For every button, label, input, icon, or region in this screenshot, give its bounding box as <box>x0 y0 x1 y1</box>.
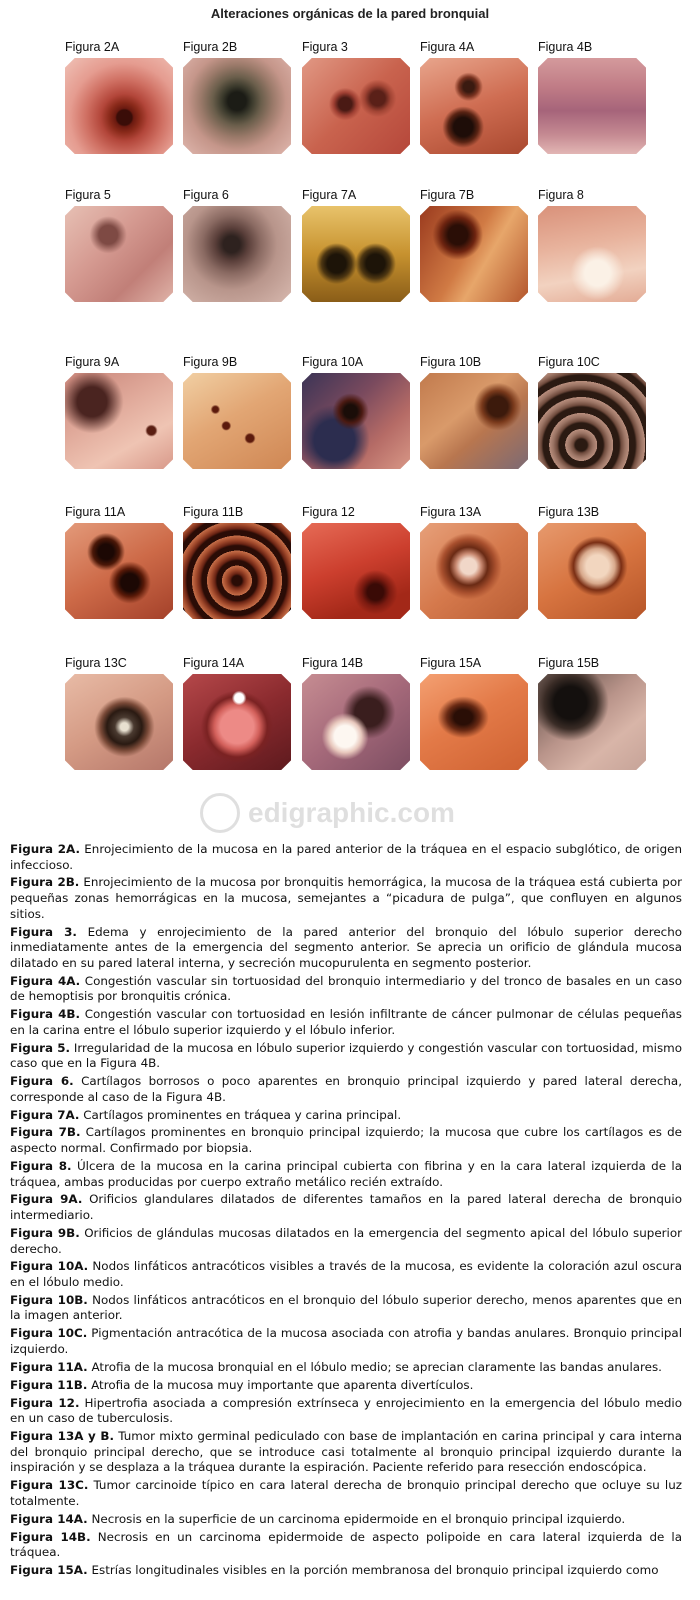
figure-label: Figura 14A <box>183 656 245 670</box>
endoscopy-image <box>302 58 410 154</box>
caption-label: Figura 4B. <box>10 1007 80 1022</box>
caption-label: Figura 12. <box>10 1395 80 1410</box>
figure-label: Figura 2A <box>65 40 120 54</box>
endoscopy-image <box>183 58 291 154</box>
caption-text: Orificios glandulares dilatados de diferentes tamaños en la pared lateral derecha de bronquio intermediario. <box>10 1192 683 1223</box>
caption-label: Figura 14B. <box>10 1529 91 1544</box>
endoscopy-image <box>183 206 291 302</box>
endoscopy-image <box>302 674 410 770</box>
figure-9b <box>183 353 295 469</box>
figure-2b <box>183 38 295 154</box>
caption-text: Congestión vascular con tortuosidad en lesión infiltrante de cáncer pulmonar de células pequeñas en la carina entre el lóbulo superior izquierdo y el lóbulo inferior. <box>10 1007 683 1037</box>
caption <box>10 1326 682 1357</box>
caption-label: Figura 7B. <box>10 1125 81 1140</box>
endoscopy-image <box>302 206 410 302</box>
caption-label: Figura 5. <box>10 1040 71 1055</box>
caption-label: Figura 13A y B. <box>10 1429 114 1444</box>
figure-label: Figura 4B <box>538 40 593 54</box>
figure-10c <box>538 353 650 469</box>
endoscopy-image <box>420 58 528 154</box>
caption <box>10 1007 682 1038</box>
caption-text: Pigmentación antracótica de la mucosa asociada con atrofia y bandas anulares. Bronquio principal izquierdo. <box>10 1326 683 1356</box>
caption-text: Tumor mixto germinal pediculado con base de implantación en carina principal y cara interna del bronquio principal derecho, que se introduce casi totalmente al bronquio principal izquierdo durante la inspiración y se desplaza a la tráquea durante la espiración. Paciente referido para resección endoscópica. <box>10 1429 682 1475</box>
caption-label: Figura 10C. <box>10 1326 88 1341</box>
figure-label: Figura 15B <box>538 656 600 670</box>
caption <box>10 1396 682 1427</box>
caption <box>10 875 682 922</box>
figure-label: Figura 6 <box>183 188 229 202</box>
figure-label: Figura 10A <box>302 355 364 369</box>
figure-9a <box>65 353 177 469</box>
figure-label: Figura 13B <box>538 505 600 519</box>
figure-label: Figura 12 <box>302 505 355 519</box>
caption <box>10 1159 682 1190</box>
caption <box>10 1378 682 1394</box>
figure-label: Figura 3 <box>302 40 348 54</box>
figure-label: Figura 8 <box>538 188 584 202</box>
endoscopy-image <box>65 206 173 302</box>
figure-6 <box>183 186 295 302</box>
figure-13c <box>65 654 177 770</box>
caption-label: Figura 3. <box>10 924 77 939</box>
figure-label: Figura 10B <box>420 355 482 369</box>
figure-10a <box>302 353 414 469</box>
page-title: Alteraciones orgánicas de la pared bronquial <box>210 6 490 21</box>
figure-2a <box>65 38 177 154</box>
caption-label: Figura 9B. <box>10 1225 80 1240</box>
caption <box>10 1293 682 1324</box>
caption-text: Necrosis en la superficie de un carcinoma epidermoide en el bronquio principal izquierdo. <box>91 1511 626 1526</box>
figure-14b <box>302 654 414 770</box>
caption-label: Figura 4A. <box>10 973 81 988</box>
caption <box>10 1074 682 1105</box>
figure-13a <box>420 503 532 619</box>
caption <box>10 1530 682 1561</box>
caption <box>10 1192 682 1223</box>
caption <box>10 1125 682 1156</box>
figure-12 <box>302 503 414 619</box>
endoscopy-image <box>538 206 646 302</box>
caption <box>10 842 682 873</box>
figure-label: Figura 7A <box>302 188 357 202</box>
endoscopy-image <box>302 523 410 619</box>
figure-15a <box>420 654 532 770</box>
endoscopy-image <box>538 373 646 469</box>
caption-text: Nodos linfáticos antracóticos visibles a través de la mucosa, es evidente la coloración azul oscura en el lóbulo medio. <box>10 1259 682 1289</box>
caption-text: Edema y enrojecimiento de la pared anterior del bronquio del lóbulo superior derecho inmediatamente antes de la emergencia del segmento anterior. Se aprecia un orificio de glándula mucosa dilatado en su pared lateral interna, y secreción mucopurulenta en segmento posterior. <box>10 924 682 970</box>
caption-label: Figura 11B. <box>10 1377 88 1392</box>
caption-label: Figura 14A. <box>10 1511 88 1526</box>
caption-label: Figura 7A. <box>10 1107 80 1122</box>
caption-text: Congestión vascular sin tortuosidad del bronquio intermediario y del tronco de basales en un caso de hemoptisis por bronquitis crónica. <box>10 973 682 1004</box>
figure-14a <box>183 654 295 770</box>
caption <box>10 1041 682 1072</box>
caption-label: Figura 2A. <box>10 842 80 856</box>
caption-text: Cartílagos prominentes en tráquea y carina principal. <box>83 1107 402 1122</box>
caption-text: Irregularidad de la mucosa en lóbulo superior izquierdo y congestión vascular con tortuosidad, mismo caso que en la Figura 4B. <box>10 1040 683 1071</box>
endoscopy-image <box>65 523 173 619</box>
figure-label: Figura 4A <box>420 40 475 54</box>
endoscopy-image <box>65 674 173 770</box>
caption-text: Enrojecimiento de la mucosa por bronquitis hemorrágica, la mucosa de la tráquea está cubierta por pequeñas zonas hemorrágicas en la mucosa, semejantes a “picadura de pulga”, que confluyen en algunos sitios. <box>10 875 682 921</box>
figure-7b <box>420 186 532 302</box>
watermark <box>200 793 500 833</box>
caption-text: Necrosis en un carcinoma epidermoide de aspecto polipoide en cara lateral izquierda de la tráquea. <box>10 1529 682 1560</box>
figure-13b <box>538 503 650 619</box>
figure-label: Figura 11B <box>183 505 244 519</box>
endoscopy-image <box>420 206 528 302</box>
caption <box>10 1259 682 1290</box>
figure-label: Figura 5 <box>65 188 111 202</box>
endoscopy-image <box>538 58 646 154</box>
caption-label: Figura 9A. <box>10 1192 83 1207</box>
figure-label: Figura 13A <box>420 505 482 519</box>
caption <box>10 1563 682 1579</box>
caption-text: Hipertrofia asociada a compresión extrínseca y enrojecimiento en la emergencia del lóbulo medio en un caso de tuberculosis. <box>10 1395 682 1426</box>
caption <box>10 1226 682 1257</box>
caption-label: Figura 8. <box>10 1158 72 1173</box>
caption <box>10 974 682 1005</box>
caption-text: Enrojecimiento de la mucosa en la pared anterior de la tráquea en el espacio subglótico, de origen infeccioso. <box>10 842 682 872</box>
figure-15b <box>538 654 650 770</box>
endoscopy-image <box>65 58 173 154</box>
watermark-text: edigraphic.com <box>248 797 455 828</box>
figure-7a <box>302 186 414 302</box>
figure-5 <box>65 186 177 302</box>
figure-4a <box>420 38 532 154</box>
figure-10b <box>420 353 532 469</box>
caption <box>10 1429 682 1476</box>
figure-label: Figura 9B <box>183 355 238 369</box>
endoscopy-image <box>420 523 528 619</box>
figure-4b <box>538 38 650 154</box>
endoscopy-image <box>65 373 173 469</box>
caption-text: Orificios de glándulas mucosas dilatados en la emergencia del segmento apical del lóbulo superior derecho. <box>10 1225 682 1256</box>
caption-text: Atrofia de la mucosa bronquial en el lóbulo medio; se aprecian claramente las bandas anulares. <box>91 1359 662 1374</box>
endoscopy-image <box>302 373 410 469</box>
figure-label: Figura 11A <box>65 505 126 519</box>
endoscopy-image <box>183 674 291 770</box>
caption-label: Figura 15A. <box>10 1563 88 1578</box>
watermark-seal-icon <box>200 793 240 833</box>
caption-text: Estrías longitudinales visibles en la porción membranosa del bronquio principal izquierdo como <box>91 1563 659 1578</box>
figure-8 <box>538 186 650 302</box>
caption <box>10 1360 682 1376</box>
endoscopy-image <box>538 674 646 770</box>
caption-label: Figura 10A. <box>10 1259 89 1274</box>
caption-label: Figura 13C. <box>10 1478 89 1493</box>
figure-label: Figura 13C <box>65 656 127 670</box>
figure-label: Figura 2B <box>183 40 238 54</box>
caption-text: Úlcera de la mucosa en la carina principal cubierta con fibrina y en la cara lateral izquierda de la tráquea, ambas producidas por cuerpo extraño metálico recién extraído. <box>10 1158 682 1189</box>
figure-captions <box>10 842 682 1581</box>
figure-label: Figura 9A <box>65 355 120 369</box>
caption-text: Tumor carcinoide típico en cara lateral derecha de bronquio principal derecho que ocluye su luz totalmente. <box>10 1478 682 1508</box>
figure-11a <box>65 503 177 619</box>
endoscopy-image <box>183 373 291 469</box>
caption-label: Figura 2B. <box>10 875 80 890</box>
endoscopy-image <box>420 373 528 469</box>
caption <box>10 1478 682 1509</box>
figure-label: Figura 14B <box>302 656 364 670</box>
caption-text: Cartílagos borrosos o poco aparentes en bronquio principal izquierdo y pared lateral derecha, corresponde al caso de la Figura 4B. <box>10 1074 682 1104</box>
caption-text: Nodos linfáticos antracóticos en el bronquio del lóbulo superior derecho, menos aparentes que en la imagen anterior. <box>10 1292 682 1323</box>
caption-label: Figura 10B. <box>10 1292 88 1307</box>
figure-11b <box>183 503 295 619</box>
caption-text: Atrofia de la mucosa muy importante que aparenta divertículos. <box>91 1377 474 1392</box>
caption-label: Figura 6. <box>10 1074 74 1089</box>
caption <box>10 925 682 972</box>
caption-text: Cartílagos prominentes en bronquio principal izquierdo; la mucosa que cubre los cartílagos es de aspecto normal. Confirmado por biopsia. <box>10 1125 683 1156</box>
endoscopy-image <box>183 523 291 619</box>
figure-label: Figura 7B <box>420 188 475 202</box>
figure-label: Figura 15A <box>420 656 482 670</box>
endoscopy-image <box>538 523 646 619</box>
figure-3 <box>302 38 414 154</box>
caption <box>10 1512 682 1528</box>
caption <box>10 1108 682 1124</box>
caption-label: Figura 11A. <box>10 1359 88 1374</box>
figure-label: Figura 10C <box>538 355 600 369</box>
endoscopy-image <box>420 674 528 770</box>
